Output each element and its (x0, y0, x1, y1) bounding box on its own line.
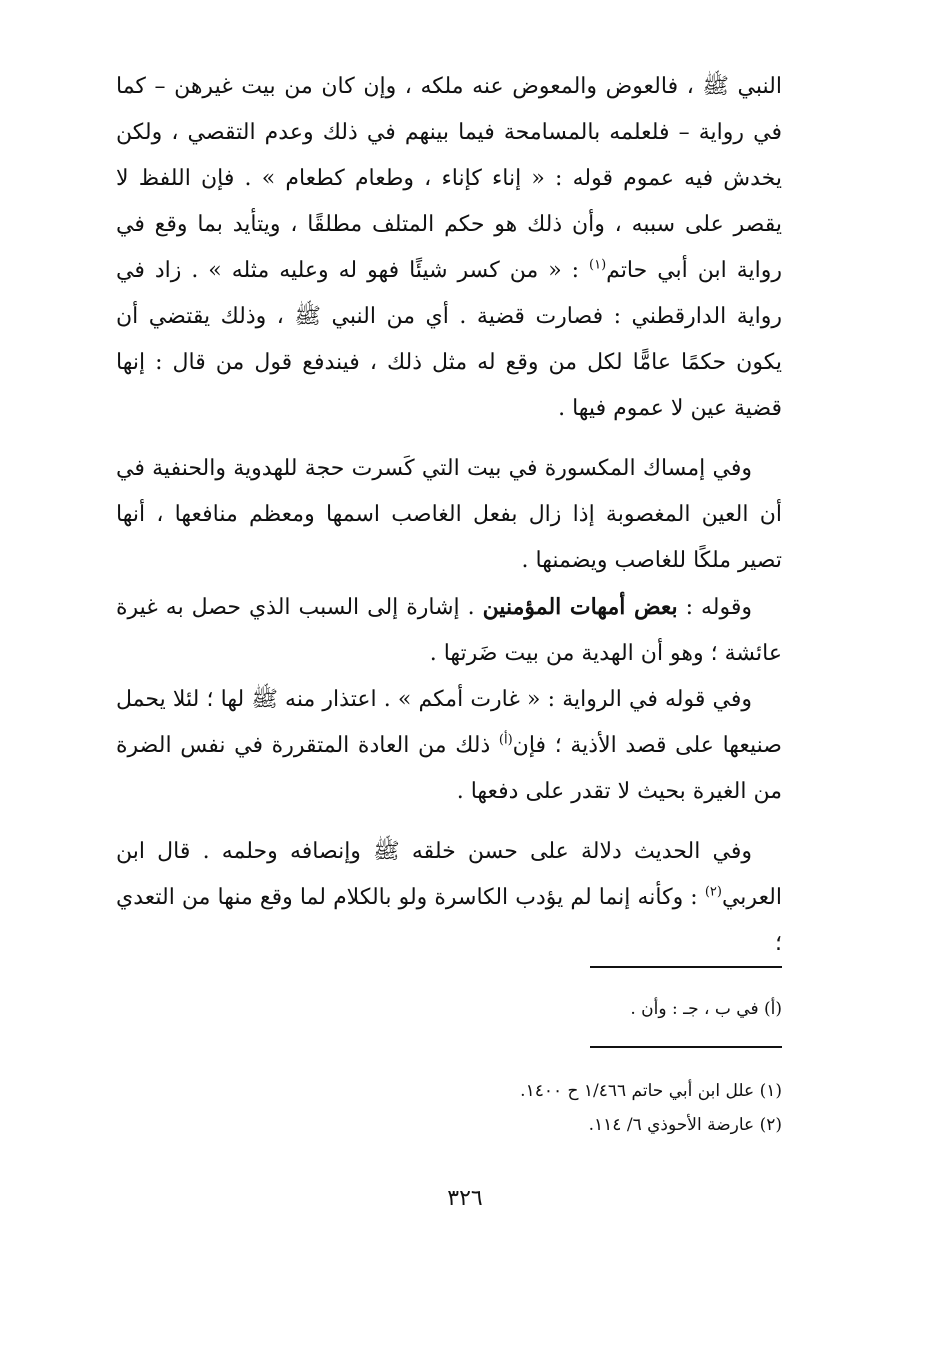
line: ذلك من العادة المتقررة في نفس الضرة من (116, 733, 782, 804)
footnote-2: (٢) عارضة الأحوذي ٦/ ١١٤. (588, 1115, 782, 1135)
line: العربي (721, 885, 782, 910)
footnote-ref-1[interactable]: (١) (589, 257, 607, 273)
paragraph-3 (116, 584, 782, 677)
footnotes (520, 1074, 782, 1142)
line: أن العين المغصوبة إذا زال بفعل الغاصب اسمها ومعظم منافعها ، أنها تصير (116, 502, 782, 573)
line: في رواية – فلعلمه بالمسامحة فيما بينهم في ذلك وعدم التقصي ، ولكن (116, 120, 782, 145)
footnote-ref-2[interactable]: (٢) (704, 884, 722, 900)
main-text (116, 64, 782, 967)
paragraph-2 (116, 446, 782, 584)
line: وفي الحديث دلالة على حسن خلقه ﷺ وإنصافه وحلمه . قال ابن (116, 839, 752, 864)
line: على سببه ، وأن ذلك هو حكم المتلف مطلقًا ، ويتأيد بما وقع في رواية ابن (116, 212, 783, 283)
line: النبي ﷺ ، فالعوض والمعوض عنه ملكه ، وإن كان من بيت غيرهن – كما (116, 74, 782, 99)
variant-ref-a[interactable]: (أ) (498, 732, 513, 748)
line: : وكأنه إنما لم يؤدب الكاسرة ولو بالكلام لما وقع منها من التعدي ؛ (116, 885, 782, 956)
line: يخدش فيه عموم قوله : « إناء كإناء ، وطعام كطعام » . فإن اللفظ لا يقصر (116, 166, 782, 237)
paragraph-1 (116, 64, 782, 432)
page-number: ٣٢٦ (447, 1186, 483, 1211)
line: عائشة ؛ وهو أن الهدية من بيت ضَرتها . (429, 641, 782, 666)
paragraph-4 (116, 677, 782, 815)
variant-note: (أ) في ب ، جـ : وأن . (630, 999, 782, 1019)
footnote-divider-bottom (590, 1046, 782, 1048)
line: فصارت قضية . أي من النبي ﷺ ، وذلك يقتضي أن يكون حكمًا عامًّا (116, 304, 782, 375)
paragraph-5 (116, 829, 782, 967)
line: وفي إمساك المكسورة في بيت التي كَسرت حجة للهدوية والحنفية في (116, 456, 752, 481)
line: لكل من وقع له مثل ذلك ، فيندفع قول من قال : إنها قضية عين لا عموم (116, 350, 782, 421)
line: . إشارة إلى السبب الذي حصل به غيرة (116, 595, 483, 620)
line: ملكًا للغاصب ويضمنها . (521, 548, 732, 573)
footnote-divider-top (590, 966, 782, 968)
line: فيها . (558, 396, 607, 421)
footnote-1: (١) علل ابن أبي حاتم ١/٤٦٦ ح ١٤٠٠. (520, 1081, 782, 1101)
line: وقوله : (677, 595, 753, 620)
line: صنيعها على قصد الأذية ؛ فإن (512, 733, 782, 758)
line: : « من كسر شيئًا فهو له وعليه مثله » . زاد في رواية الدارقطني : (116, 258, 782, 329)
line: وفي قوله في الرواية : « غارت أمكم » . اعتذار منه ﷺ لها ؛ لئلا يحمل (116, 687, 752, 712)
line: الغيرة بحيث لا تقدر على دفعها . (456, 779, 747, 804)
line: أبي حاتم (606, 258, 688, 283)
bold-phrase: بعض أمهات المؤمنين (482, 594, 678, 620)
